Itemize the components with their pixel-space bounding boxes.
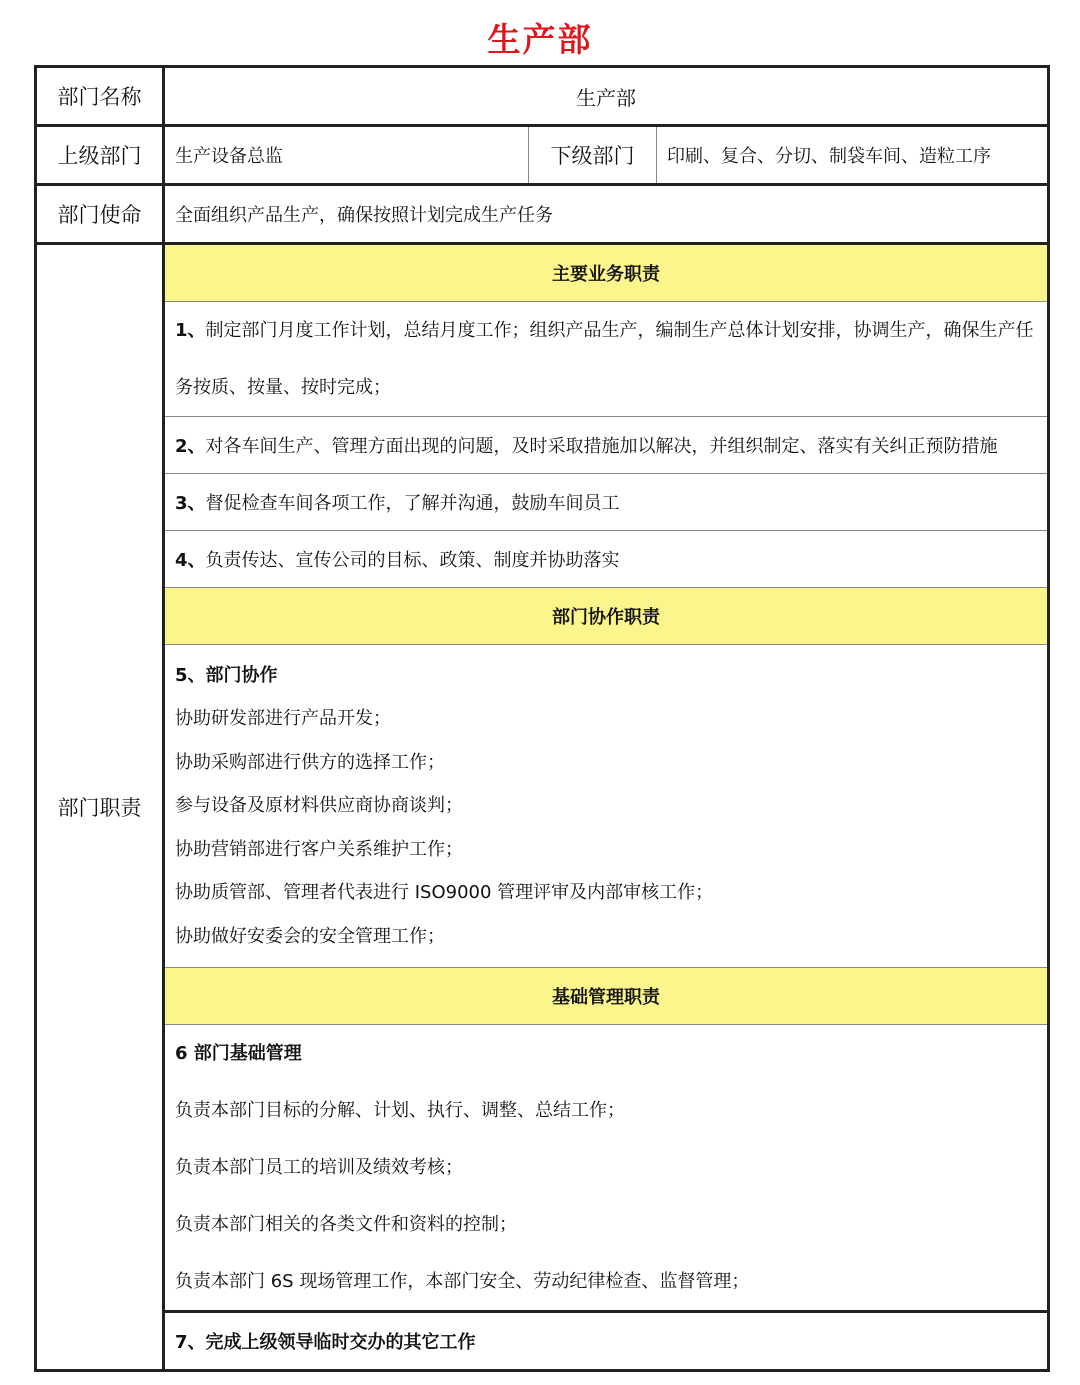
- coop-line: 协助研发部进行产品开发；: [175, 708, 391, 730]
- mission-value: 全面组织产品生产，确保按照计划完成生产任务: [164, 185, 1049, 244]
- basic-line: 负责本部门 6S 现场管理工作，本部门安全、劳动纪律检查、监督管理；: [175, 1271, 750, 1292]
- main-duty-num-4: 4、: [175, 550, 206, 571]
- row-main-header: [36, 244, 1049, 302]
- row-coop-header: [36, 588, 1049, 645]
- row-other: [36, 1312, 1049, 1371]
- main-duties-header: 主要业务职责: [164, 244, 1049, 302]
- subordinate-value: 印刷、复合、分切、制袋车间、造粒工序: [657, 126, 1049, 185]
- row-superior: [36, 126, 1049, 185]
- row-basic-header: [36, 968, 1049, 1025]
- coop-line: 协助采购部进行供方的选择工作；: [175, 751, 445, 773]
- basic-line: 负责本部门相关的各类文件和资料的控制；: [175, 1214, 517, 1235]
- superior-label: 上级部门: [36, 126, 164, 185]
- basic-line: 负责本部门员工的培训及绩效考核；: [175, 1157, 463, 1178]
- coop-duties-block: [36, 645, 1049, 968]
- basic-duties-block: [36, 1025, 1049, 1312]
- main-duty-text-3: 督促检查车间各项工作，了解并沟通，鼓励车间员工: [205, 493, 620, 514]
- main-duty-item-2: [36, 417, 1049, 474]
- coop-line: 协助营销部进行客户关系维护工作；: [175, 838, 463, 860]
- subordinate-label: 下级部门: [529, 126, 657, 185]
- coop-line: 参与设备及原材料供应商协商谈判；: [175, 795, 463, 817]
- main-duty-text-2: 对各车间生产、管理方面出现的问题，及时采取措施加以解决，并组织制定、落实有关纠正预防措施: [205, 436, 998, 457]
- basic-duties-header: 基础管理职责: [164, 968, 1049, 1025]
- main-duty-num-3: 3、: [175, 493, 206, 514]
- page-title: 生产部: [487, 20, 593, 59]
- main-duty-num-1: 1、: [175, 320, 206, 341]
- duties-label: 部门职责: [36, 244, 164, 1371]
- basic-line: 负责本部门目标的分解、计划、执行、调整、总结工作；: [175, 1100, 625, 1121]
- row-mission: [36, 185, 1049, 244]
- row-dept-name: [36, 67, 1049, 126]
- main-duty-item-4: [36, 531, 1049, 588]
- coop-line: 协助质管部、管理者代表进行 ISO9000 管理评审及内部审核工作；: [175, 882, 714, 904]
- other-duty: 7、完成上级领导临时交办的其它工作: [164, 1312, 1049, 1371]
- dept-name-value: 生产部: [164, 67, 1049, 126]
- superior-value: 生产设备总监: [164, 126, 529, 185]
- coop-line: 协助做好安委会的安全管理工作；: [175, 925, 445, 947]
- main-duty-text-4: 负责传达、宣传公司的目标、政策、制度并协助落实: [205, 550, 620, 571]
- dept-name-label: 部门名称: [36, 67, 164, 126]
- coop-duties-title: 5、部门协作: [175, 664, 278, 686]
- coop-duties-header: 部门协作职责: [164, 588, 1049, 645]
- main-duty-item-3: [36, 474, 1049, 531]
- main-duty-text-1: 制定部门月度工作计划，总结月度工作；组织产品生产，编制生产总体计划安排，协调生产，确保生产任务按质、按量、按时完成；: [175, 320, 1034, 398]
- main-duty-item-1: [36, 302, 1049, 417]
- basic-duties-title: 6 部门基础管理: [175, 1043, 302, 1064]
- mission-label: 部门使命: [36, 185, 164, 244]
- main-duty-num-2: 2、: [175, 436, 206, 457]
- department-table: [34, 65, 1050, 1372]
